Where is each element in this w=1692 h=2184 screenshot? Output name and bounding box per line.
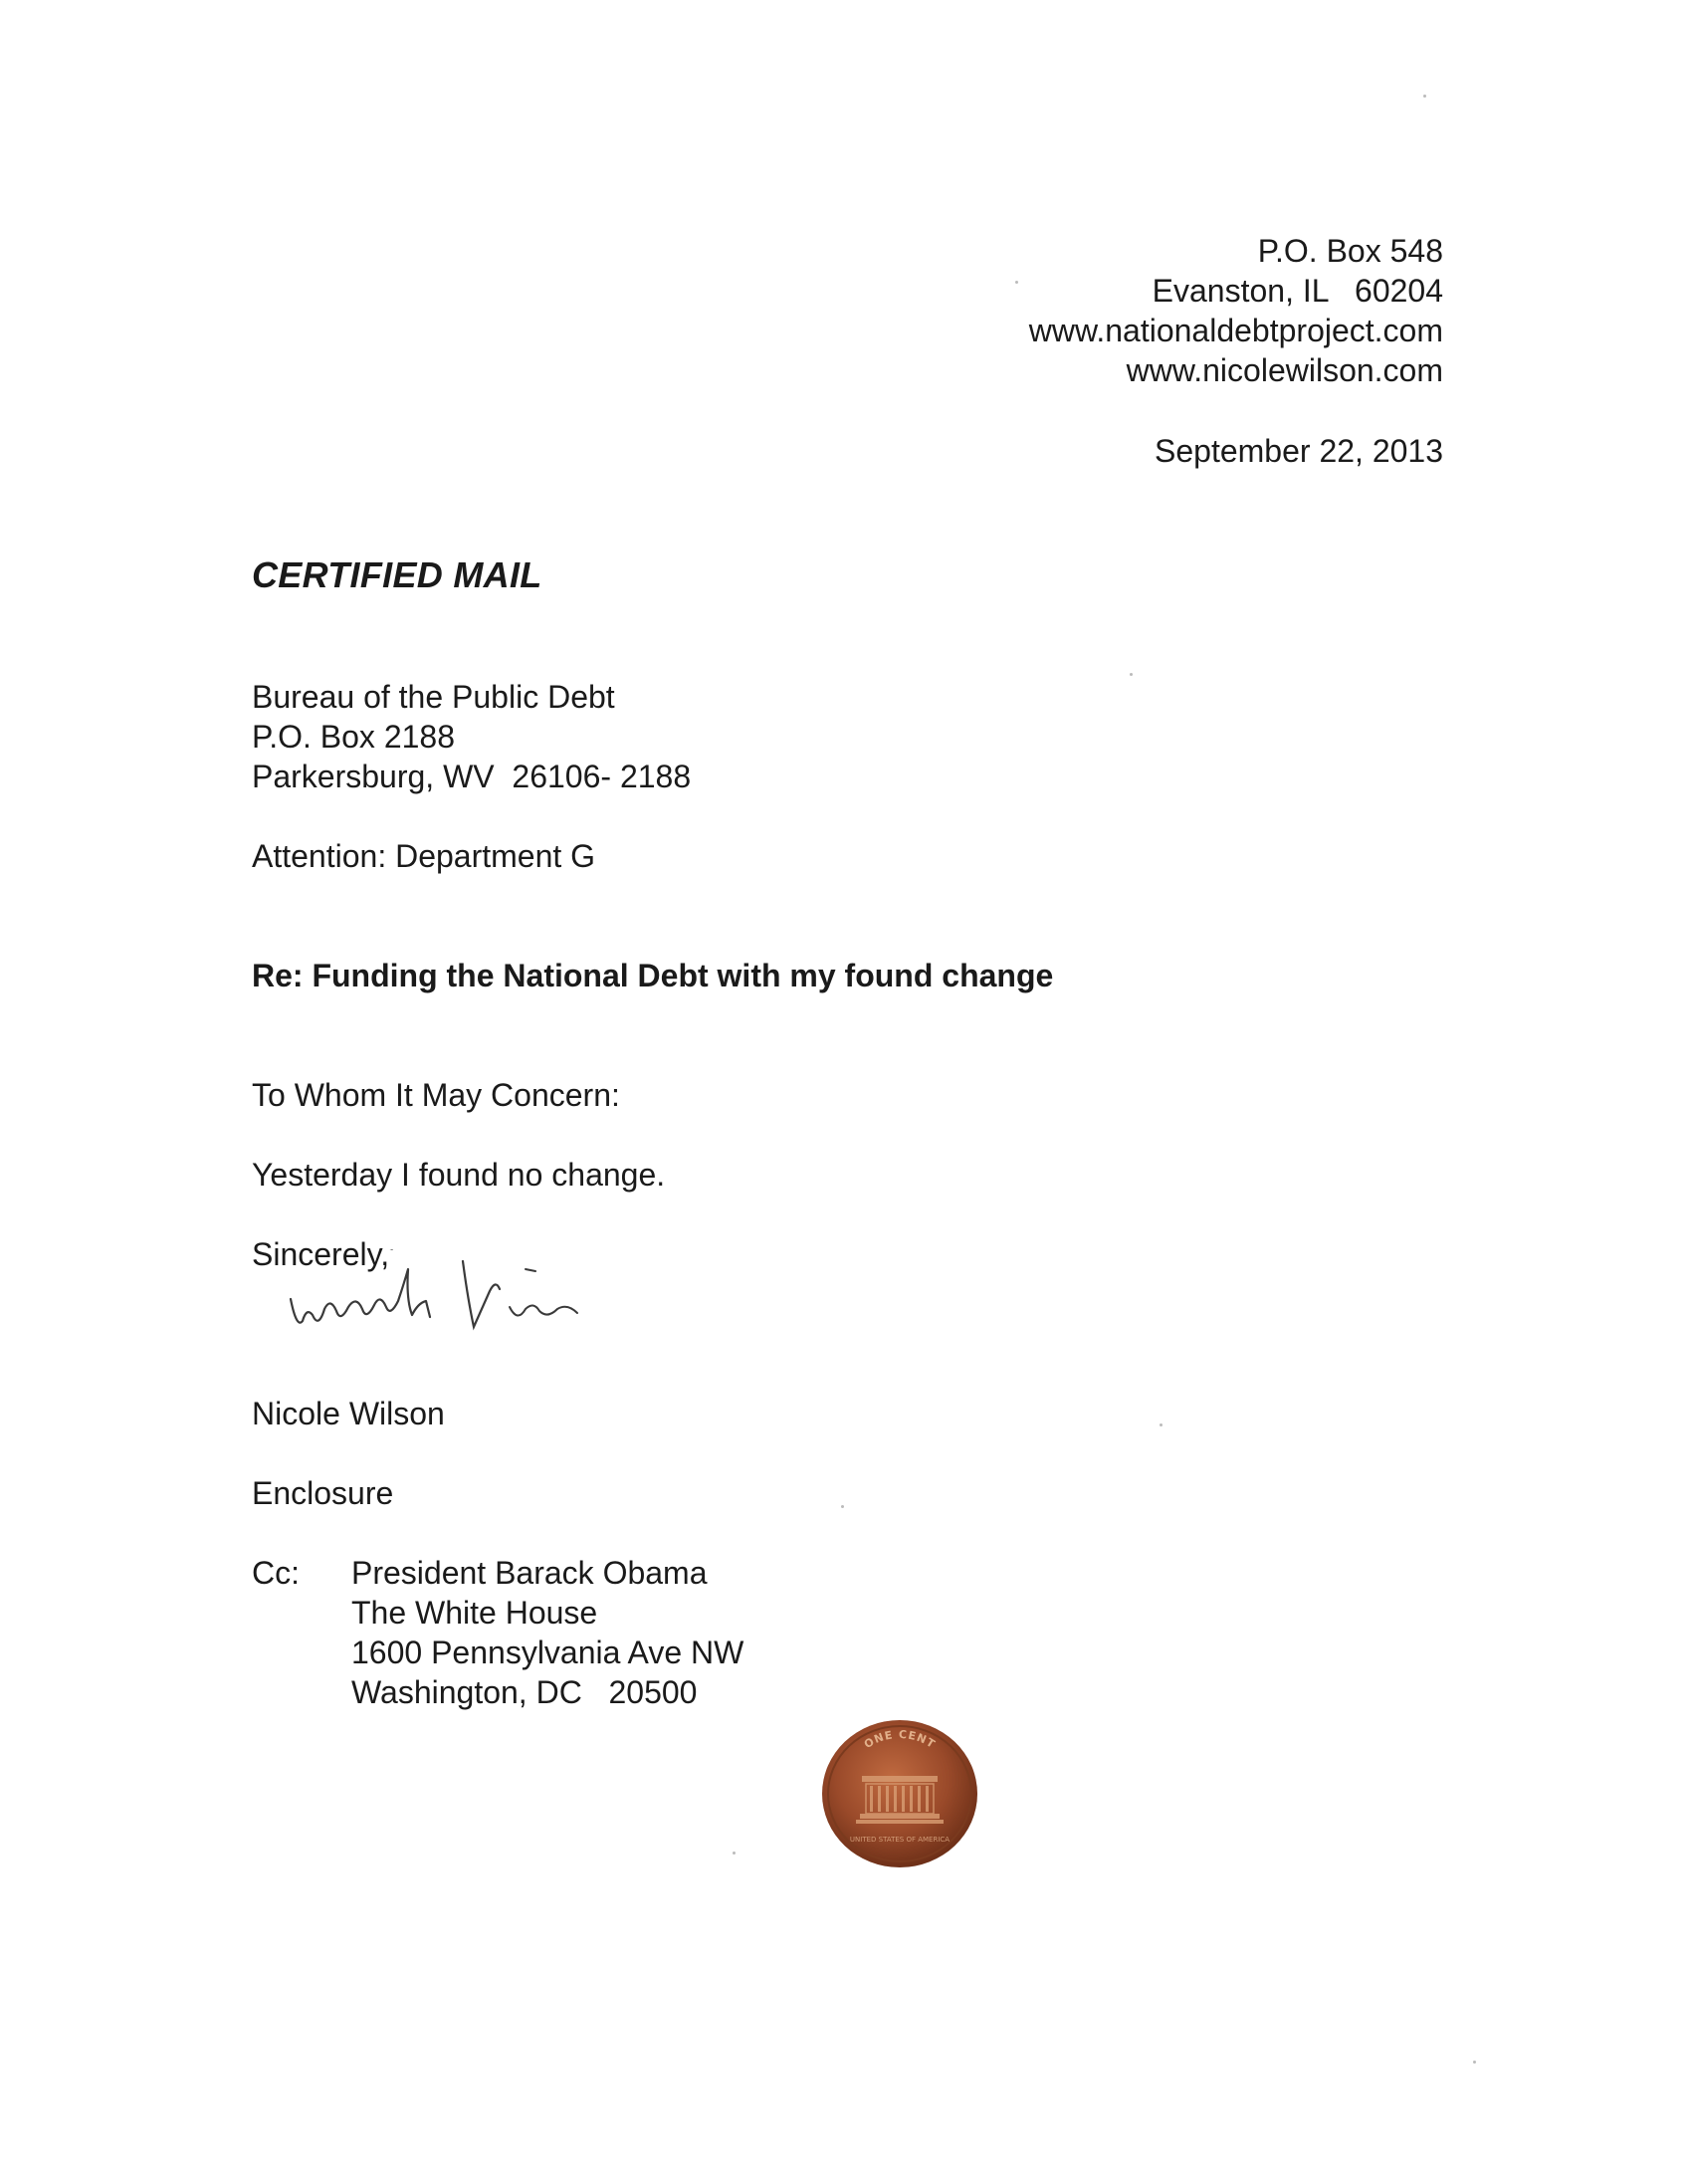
sender-website-link: www.nationaldebtproject.com [1028, 313, 1443, 348]
coin-inscription: ONE CENT [861, 1727, 939, 1752]
cc-recipient-org: The White House [351, 1595, 598, 1631]
scan-speck [1160, 1423, 1163, 1426]
recipient-address-block [252, 677, 691, 796]
coin-country-inscription: UNITED STATES OF AMERICA [849, 1836, 951, 1844]
scan-speck [1130, 673, 1133, 676]
enclosure-label: Enclosure [252, 1475, 394, 1511]
letter-date: September 22, 2013 [1155, 433, 1443, 469]
sender-city-state: Evanston, IL 60204 [1152, 273, 1443, 309]
scan-speck [841, 1505, 844, 1508]
cc-address [351, 1553, 743, 1712]
recipient-po-box: P.O. Box 2188 [252, 719, 455, 755]
certified-mail-heading: CERTIFIED MAIL [252, 554, 542, 595]
scan-speck [733, 1852, 736, 1855]
subject-line: Re: Funding the National Debt with my found change [252, 958, 1054, 993]
sender-address-block [1029, 231, 1443, 390]
attention-line: Attention: Department G [252, 838, 596, 874]
cc-recipient-name: President Barack Obama [351, 1555, 708, 1591]
cc-city-state: Washington, DC 20500 [351, 1674, 698, 1710]
recipient-name: Bureau of the Public Debt [252, 679, 615, 715]
closing: Sincerely, [252, 1236, 390, 1272]
scan-speck [1473, 2061, 1476, 2064]
penny-coin-image [816, 1714, 983, 1873]
cc-street: 1600 Pennsylvania Ave NW [351, 1635, 744, 1670]
letter-body: Yesterday I found no change. [252, 1157, 666, 1193]
sender-personal-website-link: www.nicolewilson.com [1126, 352, 1443, 388]
sender-po-box: P.O. Box 548 [1257, 233, 1443, 269]
handwritten-signature [279, 1249, 657, 1369]
cc-label: Cc: [252, 1555, 300, 1591]
scan-speck [1423, 95, 1426, 98]
recipient-city-state: Parkersburg, WV 26106- 2188 [252, 759, 692, 794]
signer-name: Nicole Wilson [252, 1396, 445, 1431]
scan-speck [1015, 281, 1018, 284]
salutation: To Whom It May Concern: [252, 1077, 620, 1113]
